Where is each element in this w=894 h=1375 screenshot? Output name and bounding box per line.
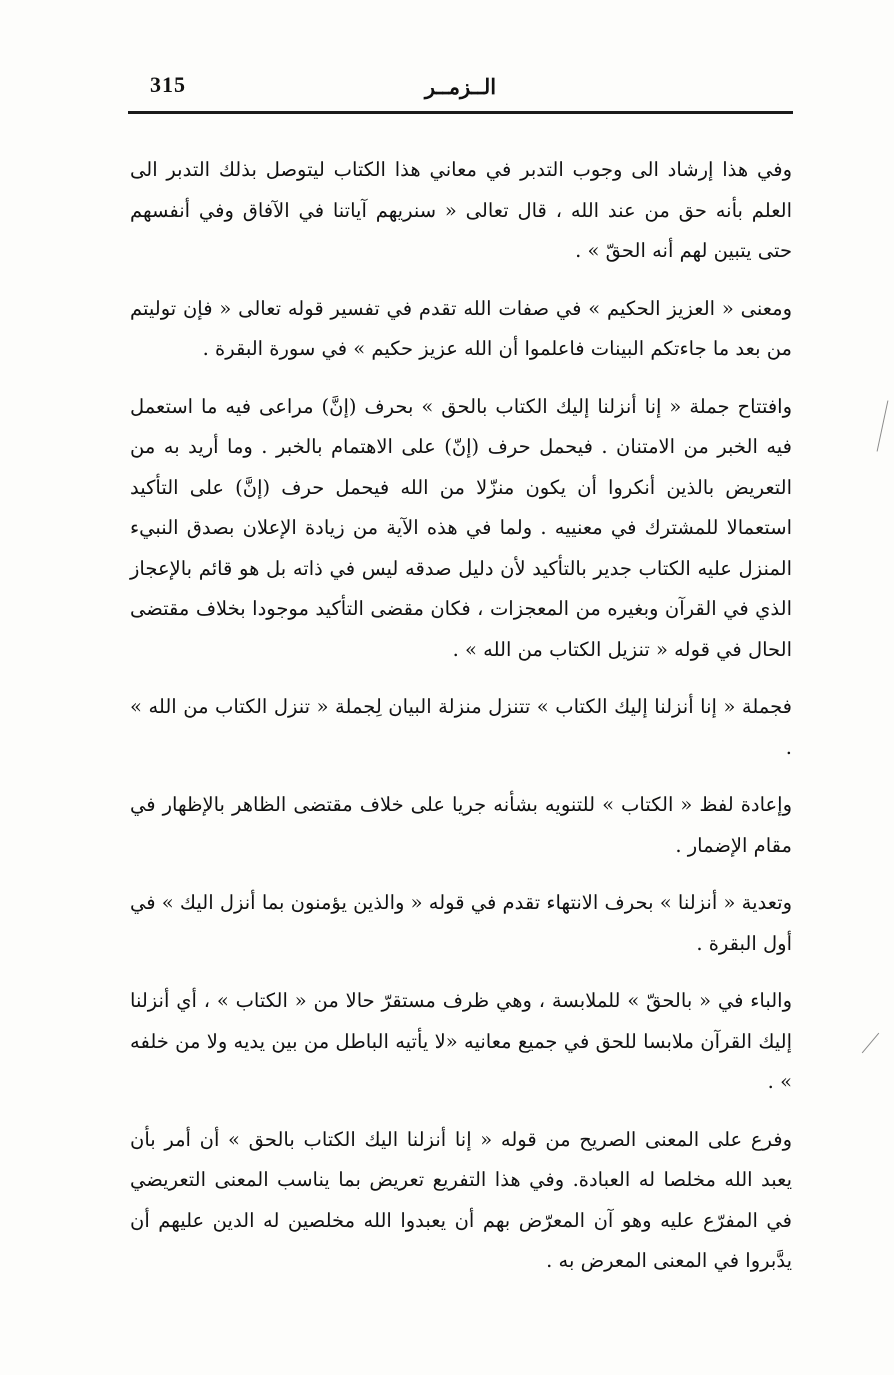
paragraph: وافتتاح جملة « إنا أنزلنا إليك الكتاب بالحق » بحرف (إنَّ) مراعى فيه ما استعمل فيه الخبر من الامتنان . فيحمل حرف (إنّ) على الاهتمام بالخبر . وما أريد به من التعريض بالذين أنكروا أن يكون منزّلا من الله فيحمل حرف (إنَّ) على التأكيد استعمالا للمشترك في معنييه . ولما في هذه الآية من زيادة الإعلان بصدق النبيء المنزل عليه الكتاب جدير بالتأكيد لأن دليل صدقه ليس في ذاته بل هو قائم بالإعجاز الذي في القرآن وبغيره من المعجزات ، فكان مقضى التأكيد موجودا بخلاف مقتضى الحال في قوله « تنزيل الكتاب من الله » . <box>130 394 792 661</box>
paragraph: وفي هذا إرشاد الى وجوب التدبر في معاني هذا الكتاب ليتوصل بذلك التدبر الى العلم بأنه حق من عند الله ، قال تعالى « سنريهم آياتنا في الآفاق وفي أنفسهم حتى يتبين لهم أنه الحقّ » . <box>130 158 792 262</box>
margin-scratch-mark <box>877 400 889 451</box>
paragraph: والباء في « بالحقّ » للملابسة ، وهي ظرف مستقرّ حالا من « الكتاب » ، أي أنزلنا إليك القرآن ملابسا للحق في جميع معانيه «لا يأتيه الباطل من بين يديه ولا من خلفه » . <box>130 989 792 1093</box>
page-number: 315 <box>150 72 186 97</box>
margin-scratch-mark <box>862 1033 879 1054</box>
paragraph: وفرع على المعنى الصريح من قوله « إنا أنزلنا اليك الكتاب بالحق » أن أمر بأن يعبد الله مخلصا له العبادة. وفي هذا التفريع تعريض بما يناسب المعنى التعريضي في المفرّع عليه وهو آن المعرّض بهم أن يعبدوا الله مخلصين له الدين عليهم أن يدَّبروا في المعنى المعرض به . <box>130 1127 792 1272</box>
paragraph: وتعدية « أنزلنا » بحرف الانتهاء تقدم في قوله « والذين يؤمنون بما أنزل اليك » في أول البقرة . <box>130 891 792 955</box>
page-header <box>128 68 793 110</box>
paragraph: ومعنى « العزيز الحكيم » في صفات الله تقدم في تفسير قوله تعالى « فإن توليتم من بعد ما جاءتكم البينات فاعلموا أن الله عزيز حكيم » في سورة البقرة . <box>130 296 792 360</box>
running-title: الــزمــر <box>424 74 497 99</box>
paragraph: وإعادة لفظ « الكتاب » للتنويه بشأنه جريا على خلاف مقتضى الظاهر بالإظهار في مقام الإضمار . <box>130 793 792 857</box>
page-text <box>130 150 792 1299</box>
header-rule <box>128 111 793 114</box>
paragraph: فجملة « إنا أنزلنا إليك الكتاب » تتنزل منزلة البيان لِجملة « تنزل الكتاب من الله » . <box>130 695 792 759</box>
